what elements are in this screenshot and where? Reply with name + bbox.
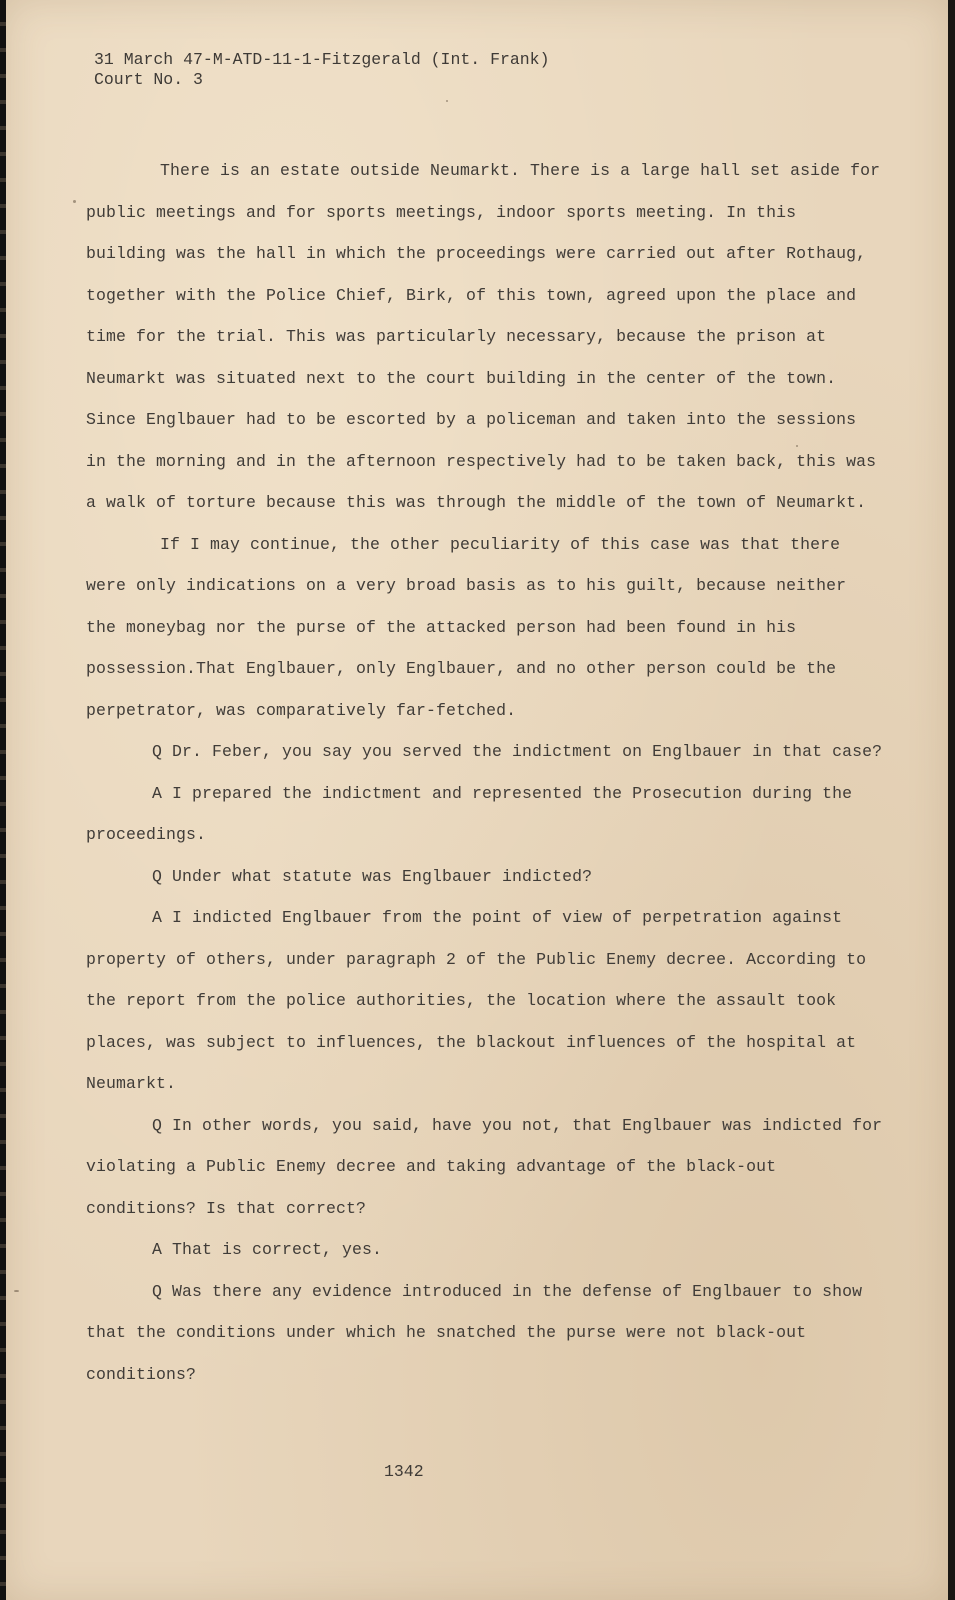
question-paragraph: Q Under what statute was Englbauer indicted?: [152, 866, 593, 886]
question-paragraph: Q Dr. Feber, you say you served the indictment on Englbauer in that case?: [152, 742, 883, 761]
answer-paragraph: A I indicted Englbauer from the point of view of perpetration against property of others, under paragraph 2 of the Public Enemy decree. According to the report from the police authorities, the location where the assault took places, was subject to influences, the blackout influences of the hospital at Neumarkt.: [86, 908, 867, 1093]
answer-paragraph: A That is correct, yes.: [152, 1240, 383, 1259]
paper-speck: [796, 445, 798, 447]
transcript-body: [86, 150, 886, 1395]
header-court-line: Court No. 3: [94, 70, 203, 89]
document-header: [94, 50, 549, 90]
page-number: 1342: [384, 1462, 424, 1481]
paper-speck: [446, 100, 448, 102]
document-page: [6, 0, 948, 1600]
question-paragraph: Q In other words, you said, have you not, that Englbauer was indicted for violating a Public Enemy decree and taking advantage of the black-out conditions? Is that correct?: [86, 1115, 883, 1218]
paper-speck: [14, 1290, 19, 1292]
answer-paragraph: A I prepared the indictment and represented the Prosecution during the proceedings.: [86, 783, 853, 844]
paper-speck: [73, 200, 76, 203]
transcript-paragraph: If I may continue, the other peculiarity of this case was that there were only indications on a very broad basis as to his guilt, because neither the moneybag nor the purse of the attacked person had been found in his possession.That Englbauer, only Englbauer, and no other person could be the perpetrator, was comparatively far-fetched.: [86, 534, 847, 720]
header-case-line: 31 March 47-M-ATD-11-1-Fitzgerald (Int. Frank): [94, 50, 550, 69]
question-paragraph: Q Was there any evidence introduced in the defense of Englbauer to show that the conditions under which he snatched the purse were not black-out conditions?: [86, 1281, 863, 1384]
transcript-paragraph: There is an estate outside Neumarkt. There is a large hall set aside for public meetings and for sports meetings, indoor sports meeting. In this building was the hall in which the proceedings were carried out after Rothaug, together with the Police Chief, Birk, of this town, agreed upon the place and time for the trial. This was particularly necessary, because the prison at Neumarkt was situated next to the court building in the center of the town. Since Englbauer had to be escorted by a policeman and taken into the sessions in the morning and in the afternoon respectively had to be taken back, this was a walk of torture because this was through the middle of the town of Neumarkt.: [86, 161, 881, 512]
